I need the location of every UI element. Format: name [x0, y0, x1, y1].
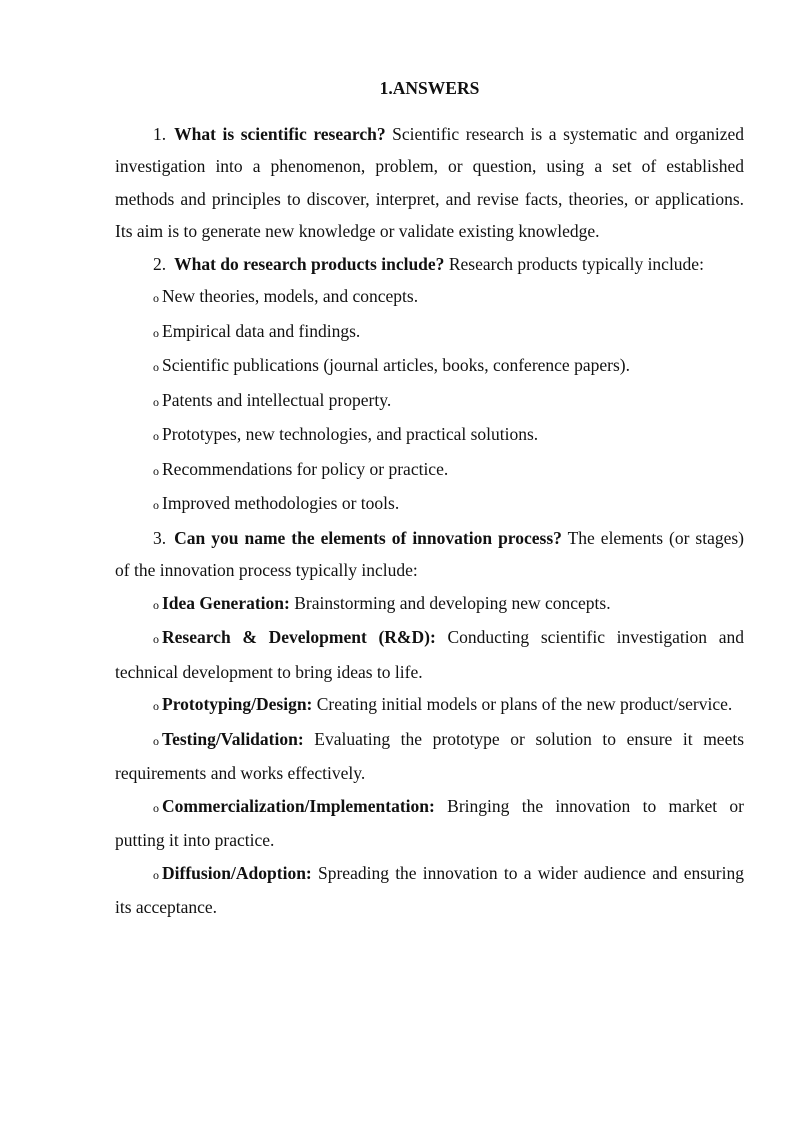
bullet-icon: o: [153, 429, 159, 443]
list-item: [115, 857, 744, 924]
list-item-term: Diffusion/Adoption:: [162, 862, 312, 883]
bullet-icon: o: [153, 360, 159, 374]
list-item: [115, 384, 744, 419]
list-item-term: Testing/Validation:: [162, 728, 304, 749]
list-item-term: Prototyping/Design:: [162, 694, 313, 714]
list-item-text: Brainstorming and developing new concepts.: [294, 592, 611, 613]
bullet-icon: o: [153, 632, 159, 646]
list-item-text: Spreading the innovation to a wider audience and ensuring its acceptance.: [115, 862, 744, 917]
bullet-icon: o: [153, 291, 159, 305]
bullet-icon: o: [153, 463, 159, 478]
bullet-icon: o: [153, 867, 159, 882]
list-item-term: Commercialization/Implementation:: [162, 795, 435, 816]
question-2-text: What do research products include?: [174, 253, 445, 274]
question-1-number: 1.: [153, 123, 167, 144]
list-item: [115, 418, 744, 453]
list-item-text: New theories, models, and concepts.: [162, 286, 419, 306]
bullet-icon: o: [153, 498, 159, 512]
list-item-text: Improved methodologies or tools.: [162, 493, 400, 513]
question-2-number: 2.: [153, 253, 167, 274]
list-item: [115, 621, 744, 688]
question-1: [115, 118, 744, 248]
list-item-text: Empirical data and findings.: [162, 320, 361, 341]
list-item: [115, 315, 744, 350]
bullet-icon: o: [153, 394, 159, 409]
question-3-text: Can you name the elements of innovation process?: [174, 527, 562, 548]
list-item: [115, 790, 744, 857]
list-item-text: Patents and intellectual property.: [162, 389, 392, 410]
document-page: [115, 72, 744, 924]
question-2: [115, 248, 744, 281]
list-item: [115, 723, 744, 790]
list-item-text: Scientific publications (journal articles, books, conference papers).: [162, 355, 630, 375]
list-item-text: Prototypes, new technologies, and practical solutions.: [162, 424, 539, 444]
list-item-term: Idea Generation:: [162, 592, 290, 613]
question-1-text: What is scientific research?: [174, 123, 386, 144]
list-item-text: Bringing the innovation to market or putting it into practice.: [115, 795, 745, 850]
list-item: [115, 487, 744, 522]
list-item: [115, 280, 744, 315]
list-item-text: Conducting scientific investigation and technical development to bring ideas to life.: [115, 627, 745, 682]
list-item: [115, 688, 744, 723]
list-item-text: Recommendations for policy or practice.: [162, 458, 449, 479]
question-3-answer: The elements (or stages) of the innovation process typically include:: [115, 527, 744, 580]
list-item: [115, 587, 744, 622]
bullet-icon: o: [153, 800, 159, 815]
list-item-text: Evaluating the prototype or solution to ensure it meets requirements and works effectively.: [115, 728, 745, 783]
bullet-icon: o: [153, 733, 159, 748]
question-1-answer: Scientific research is a systematic and organized investigation into a phenomenon, problem, or question, using a set of established methods and principles to discover, interpret, and revise facts, theories, or applications. Its aim is to generate new knowledge or validate existing knowledge.: [115, 123, 744, 241]
bullet-icon: o: [153, 597, 159, 612]
bullet-icon: o: [153, 699, 159, 713]
question-3: [115, 522, 744, 587]
list-item-term: Research & Development (R&D):: [162, 627, 436, 647]
list-item-text: Creating initial models or plans of the new product/service.: [316, 694, 733, 714]
list-item: [115, 349, 744, 384]
document-title: 1.ANSWERS: [379, 78, 480, 98]
list-item: [115, 453, 744, 488]
bullet-icon: o: [153, 325, 159, 340]
question-2-answer: Research products typically include:: [448, 253, 704, 274]
question-3-number: 3.: [153, 527, 167, 548]
